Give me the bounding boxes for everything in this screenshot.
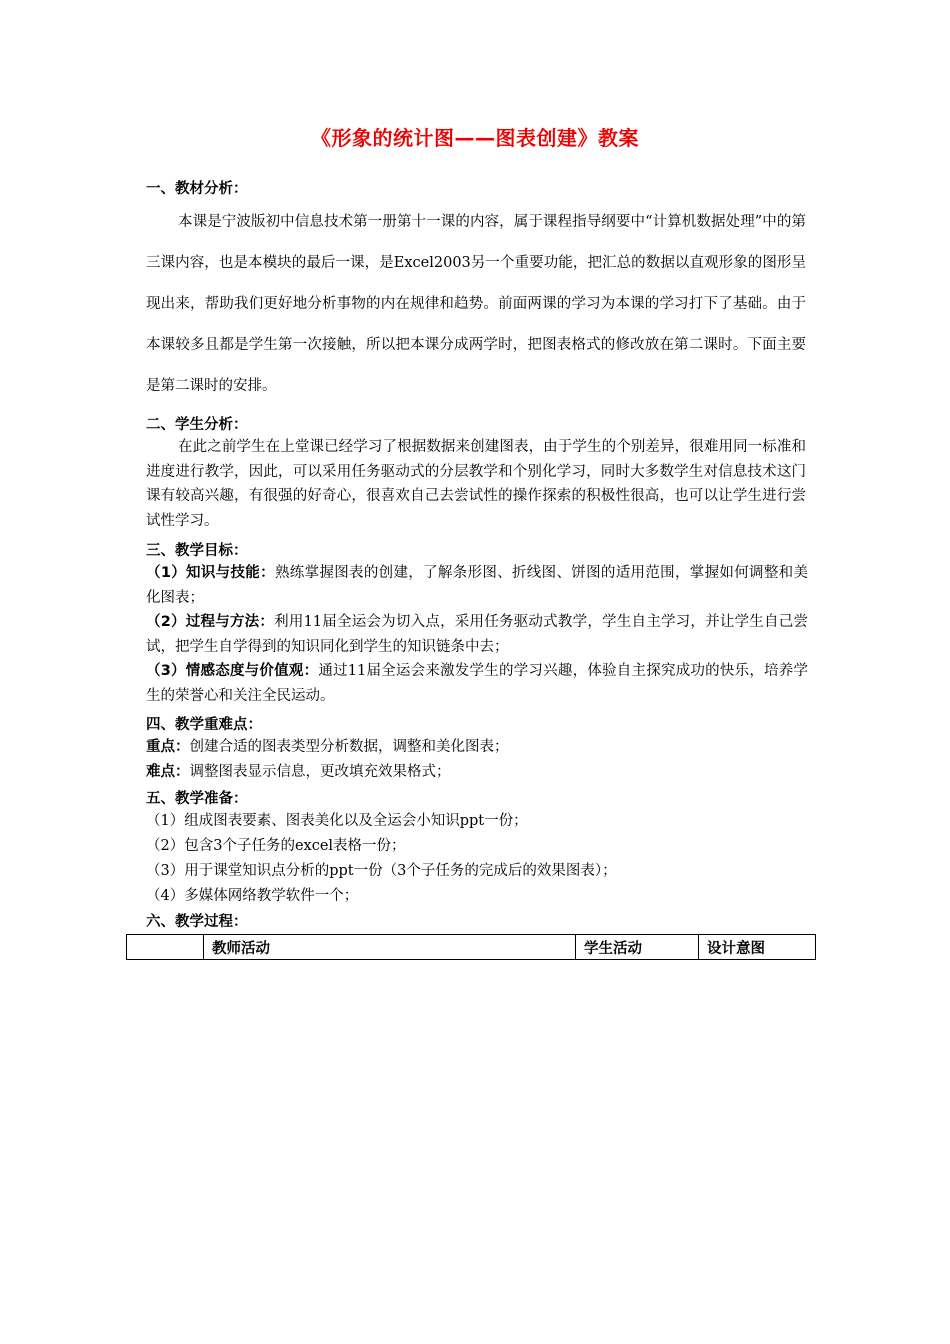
preparation-item: （3）用于课堂知识点分析的ppt一份（3个子任务的完成后的效果图表）； <box>146 863 617 879</box>
section-heading-teaching-goals: 三、教学目标： <box>146 543 248 559</box>
key-point-text: 创建合适的图表类型分析数据，调整和美化图表； <box>189 739 509 755</box>
goal-label: （1）知识与技能： <box>146 565 275 581</box>
table-header-teacher-activity: 教师活动 <box>204 935 576 960</box>
key-point-label: 难点： <box>146 764 190 780</box>
key-point-text: 调整图表显示信息，更改填充效果格式； <box>189 764 451 780</box>
table-header-cell-empty <box>127 935 204 960</box>
section-heading-key-points: 四、教学重难点： <box>146 717 262 733</box>
key-point-item <box>146 735 808 760</box>
table-header-student-activity: 学生活动 <box>576 935 699 960</box>
key-point-label: 重点： <box>146 739 190 755</box>
teaching-process-table <box>126 934 816 960</box>
preparation-item: （1）组成图表要素、图表美化以及全运会小知识ppt一份； <box>146 813 528 829</box>
document-title: 《形象的统计图——图表创建》教案 <box>311 126 639 150</box>
student-analysis-paragraph: 在此之前学生在上堂课已经学习了根据数据来创建图表，由于学生的个别差异，很难用同一标准和进度进行教学，因此，可以采用任务驱动式的分层教学和个别化学习，同时大多数学生对信息技术这门课有较高兴趣，有很强的好奇心，很喜欢自己去尝试性的操作探索的积极性很高，也可以让学生进行尝试性学习。 <box>146 439 806 529</box>
section-heading-preparation: 五、教学准备： <box>146 791 248 807</box>
table-header-row <box>127 935 816 960</box>
goal-label: （2）过程与方法： <box>146 614 275 630</box>
preparation-item: （2）包含3个子任务的excel表格一份； <box>146 838 406 854</box>
goal-text: 熟练掌握图表的创建，了解条形图、折线图、饼图的适用范围，掌握如何调整和美化图表； <box>146 565 808 606</box>
preparation-item: （4）多媒体网络教学软件一个； <box>146 888 359 904</box>
goal-item <box>146 561 808 610</box>
goal-item <box>146 610 808 659</box>
goal-text: 利用11届全运会为切入点，采用任务驱动式教学，学生自主学习，并让学生自己尝试，把学生自学得到的知识同化到学生的知识链条中去； <box>146 614 808 655</box>
section-heading-student-analysis: 二、学生分析： <box>146 417 248 433</box>
section-heading-textbook-analysis: 一、教材分析： <box>146 181 248 197</box>
goal-label: （3）情感态度与价值观： <box>146 663 319 679</box>
goal-item <box>146 659 808 708</box>
goal-text: 通过11届全运会来激发学生的学习兴趣，体验自主探究成功的快乐，培养学生的荣誉心和关注全民运动。 <box>146 663 808 704</box>
table-header-design-intent: 设计意图 <box>699 935 816 960</box>
key-point-item <box>146 760 808 785</box>
section-heading-teaching-process: 六、教学过程： <box>146 914 248 930</box>
textbook-analysis-paragraph: 本课是宁波版初中信息技术第一册第十一课的内容，属于课程指导纲要中“计算机数据处理”中的第三课内容，也是本模块的最后一课，是Excel2003另一个重要功能，把汇总的数据以直观形象的图形呈现出来，帮助我们更好地分析事物的内在规律和趋势。前面两课的学习为本课的学习打下了基础。由于本课较多且都是学生第一次接触，所以把本课分成两学时，把图表格式的修改放在第二课时。下面主要是第二课时的安排。 <box>146 214 806 394</box>
